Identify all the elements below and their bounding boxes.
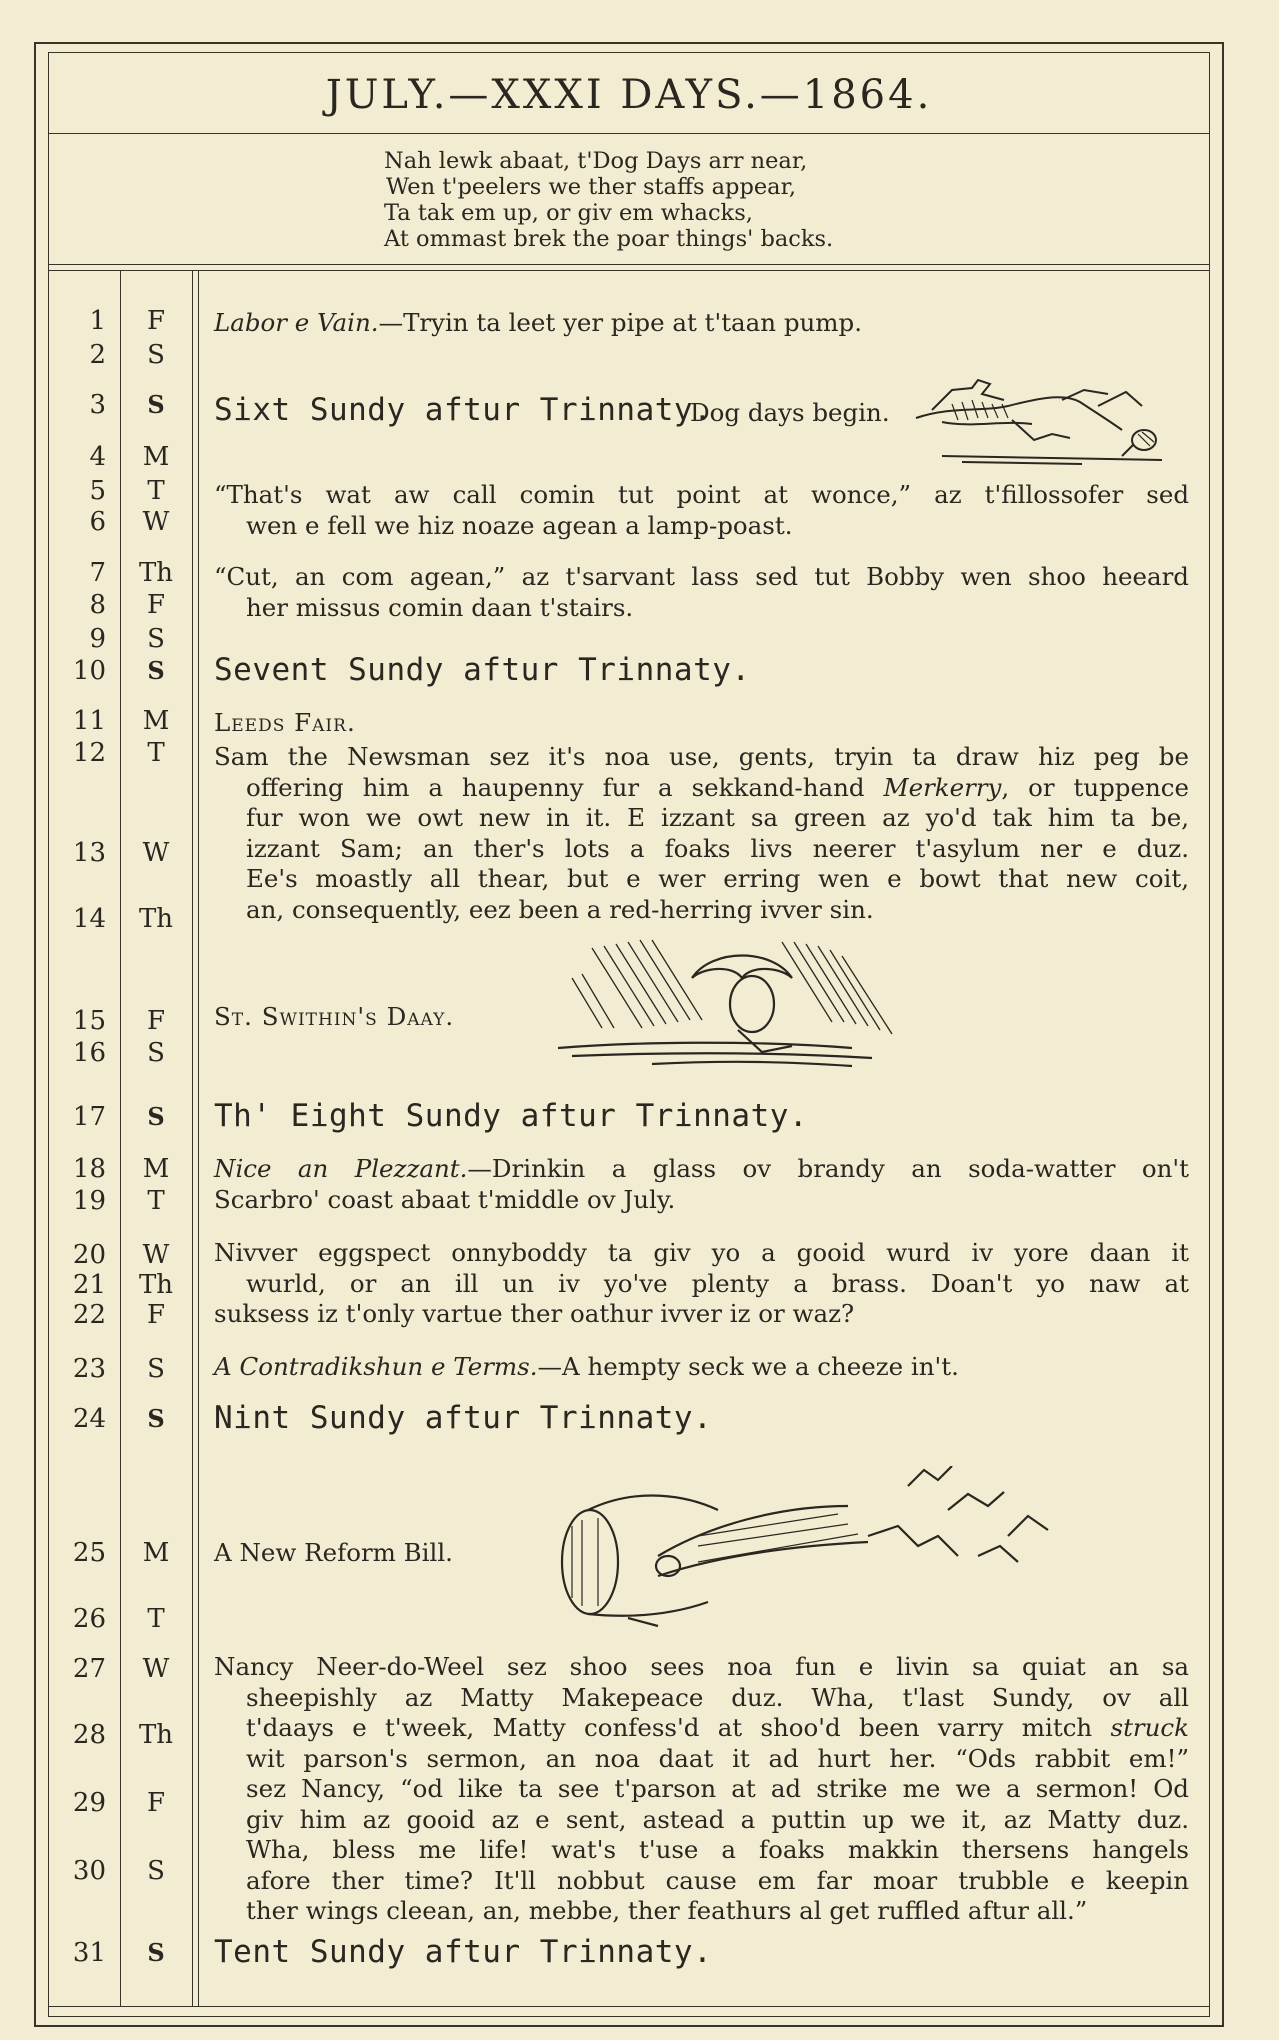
weekday-letter: Th <box>138 904 174 934</box>
sunday-mark: S <box>147 1102 165 1131</box>
entry-line: Wha, bless me life! wat's t'use a foaks makkin thersens hangels <box>246 1835 1189 1864</box>
date-number: 27 <box>72 1654 106 1684</box>
entry-title: Labor e Vain. <box>214 308 379 337</box>
weekday-letter: F <box>146 1006 166 1036</box>
weekday-letter: W <box>142 1240 170 1270</box>
date-number: 4 <box>89 442 106 472</box>
entry-line: fur won we owt new in it. E izzant sa green az yo'd tak him ta be, <box>246 803 1189 832</box>
date-number: 17 <box>72 1102 106 1132</box>
weekday-letter: S <box>147 340 165 370</box>
date-number: 5 <box>89 476 106 506</box>
dog-days-note: Dog days begin. <box>690 398 890 427</box>
entry-fragment: offering him a haupenny fur a sekkand-hand <box>246 772 884 802</box>
entry-line: Nivver eggspect onnyboddy ta giv yo a gooid wurd iv yore daan it <box>214 1238 1189 1267</box>
weekday-letter: F <box>146 1300 166 1330</box>
weekday-letter: M <box>142 706 170 736</box>
page-title: JULY.—XXXI DAYS.—1864. <box>325 72 933 118</box>
entry-line: Scarbro' coast abaat t'middle ov July. <box>214 1184 676 1214</box>
sunday-mark: S <box>147 656 165 685</box>
date-number: 10 <box>72 656 106 686</box>
poem-rule-top <box>48 264 1210 265</box>
date-number: 28 <box>72 1720 106 1750</box>
date-number: 29 <box>72 1788 106 1818</box>
date-number: 24 <box>72 1404 106 1434</box>
weekday-letter: F <box>146 306 166 336</box>
entry-line: wurld, or an ill un iv yo've plenty a brass. Doan't yo naw at <box>246 1268 1189 1298</box>
date-number: 7 <box>89 558 106 588</box>
weekday-letter: M <box>142 1538 170 1568</box>
reform-bill: A New Reform Bill. <box>214 1538 453 1567</box>
entry-nivver-eggspect <box>214 1238 1189 1330</box>
weekday-letter: S <box>147 1354 165 1384</box>
sunday-heading-8: Th' Eight Sundy aftur Trinnaty. <box>214 1098 809 1134</box>
entry-line: izzant Sam; an ther's lots a foaks livs neerer t'asylum ner e duz. <box>246 833 1189 863</box>
entry-nancy-neer-do-weel <box>214 1652 1189 1927</box>
reform-bill-illustration-icon <box>548 1466 1058 1634</box>
sunday-heading-10: Tent Sundy aftur Trinnaty. <box>214 1934 713 1970</box>
entry-line: an, consequently, eez been a red-herring ivver sin. <box>246 894 874 924</box>
entry-line: Ee's moastly all thear, but e wer erring wen e bowt that new coit, <box>246 864 1189 893</box>
weekday-letter: W <box>142 507 170 537</box>
poem-verse <box>384 148 833 252</box>
date-number: 12 <box>72 738 106 768</box>
weekday-letter: S <box>147 624 165 654</box>
sunday-heading-7: Sevent Sundy aftur Trinnaty. <box>214 652 751 688</box>
entry-line: Nancy Neer-do-Weel sez shoo sees noa fun e livin sa quiat an sa <box>214 1652 1189 1681</box>
date-number: 18 <box>72 1154 106 1184</box>
poem-line: Nah lewk abaat, t'Dog Days arr near, <box>384 148 808 174</box>
entry-line: sez Nancy, “od like ta see t'parson at ad strike me we a sermon! Od <box>246 1774 1189 1803</box>
column-divider-date <box>120 270 121 2006</box>
date-number: 20 <box>72 1240 106 1270</box>
entry-text: —A hempty seck we a cheeze in't. <box>537 1352 959 1381</box>
date-number: 1 <box>89 306 106 336</box>
entry-title: Nice an Plezzant. <box>214 1154 468 1183</box>
weekday-letter: Th <box>138 1720 174 1750</box>
weekday-letter: M <box>142 1154 170 1184</box>
entry-labor-e-vain <box>214 308 1189 339</box>
entry-line: afore ther time? It'll nobbut cause em far moar trubble e keepin <box>246 1865 1189 1895</box>
date-number: 21 <box>72 1270 106 1300</box>
weekday-letter: M <box>142 442 170 472</box>
st-swithin: St. Swithin's Daay. <box>214 1002 455 1031</box>
entry-line: giv him az gooid az e sent, astead a puttin up we it, az Matty duz. <box>246 1804 1189 1834</box>
date-number: 3 <box>89 390 106 420</box>
weekday-letter: W <box>142 1654 170 1684</box>
entry-fragment: —Drinkin a glass ov brandy an soda-watter on't <box>467 1154 1189 1183</box>
entry-fragment: , or tuppence <box>1001 772 1189 802</box>
sunday-mark: S <box>147 1404 165 1433</box>
date-number: 9 <box>89 624 106 654</box>
date-number: 19 <box>72 1186 106 1216</box>
poem-line: Wen t'peelers we ther staffs appear, <box>386 174 797 200</box>
column-divider-day <box>192 270 193 2006</box>
poem-line: At ommast brek the poar things' backs. <box>384 226 834 252</box>
weekday-letter: T <box>147 1186 165 1216</box>
title-rule <box>48 133 1210 134</box>
entry-line: suksess iz t'only vartue ther oathur ivver iz or waz? <box>214 1299 855 1328</box>
weekday-letter: T <box>147 1604 165 1634</box>
dog-illustration-icon <box>912 360 1184 470</box>
entry-fragment: Merkerry <box>883 772 1002 802</box>
date-number: 30 <box>72 1856 106 1886</box>
date-number: 6 <box>89 507 106 537</box>
weekday-letter: S <box>147 1856 165 1886</box>
weekday-letter: F <box>146 1788 166 1818</box>
weekday-letter: Th <box>138 558 174 588</box>
entry-line: sheepishly az Matty Makepeace duz. Wha, t'last Sundy, ov all <box>246 1682 1189 1712</box>
date-number: 8 <box>89 590 106 620</box>
weekday-letter: T <box>147 738 165 768</box>
date-number: 2 <box>89 340 106 370</box>
sunday-mark: S <box>147 390 165 419</box>
date-number: 16 <box>72 1038 106 1068</box>
entry-sarvant-lass <box>214 562 1189 623</box>
date-number: 31 <box>72 1938 106 1968</box>
weekday-letter: F <box>146 590 166 620</box>
entry-line: wen e fell we hiz noaze agean a lamp-poast. <box>246 510 793 540</box>
entry-line: her missus comin daan t'stairs. <box>246 592 634 622</box>
leeds-fair: Leeds Fair. <box>214 708 356 737</box>
date-number: 23 <box>72 1354 106 1384</box>
sunday-mark: S <box>147 1938 165 1967</box>
weekday-letter: S <box>147 1038 165 1068</box>
entry-title: A Contradikshun e Terms. <box>214 1352 538 1381</box>
date-number: 11 <box>72 706 106 736</box>
entry-fillossofer <box>214 480 1189 541</box>
weekday-letter: T <box>147 476 165 506</box>
sunday-heading-6: Sixt Sundy aftur Trinnaty. <box>214 392 713 428</box>
entry-line: “Cut, an com agean,” az t'sarvant lass sed tut Bobby wen shoo heeard <box>214 562 1189 591</box>
weekday-letter: Th <box>138 1270 174 1300</box>
date-number: 15 <box>72 1006 106 1036</box>
entry-text: —Tryin ta leet yer pipe at t'taan pump. <box>378 308 863 337</box>
entry-sam-newsman <box>214 742 1189 925</box>
poem-line: Ta tak em up, or giv em whacks, <box>384 200 753 226</box>
rain-umbrella-illustration-icon <box>552 938 940 1078</box>
date-number: 14 <box>72 904 106 934</box>
weekday-letter: W <box>142 838 170 868</box>
date-number: 26 <box>72 1604 106 1634</box>
date-number: 22 <box>72 1300 106 1330</box>
entry-line: wit parson's sermon, an noa daat it ad hurt her. “Ods rabbit em!” <box>246 1743 1189 1773</box>
poem-rule-bottom <box>48 270 1210 271</box>
column-divider-day-2 <box>198 270 199 2006</box>
entry-line: ther wings cleean, an, mebbe, ther feathurs al get ruffled aftur all.” <box>246 1896 1088 1925</box>
date-number: 13 <box>72 838 106 868</box>
entry-fragment: t'daays e t'week, Matty confess'd at shoo'd been varry mitch <box>246 1713 1111 1742</box>
entry-contradikshun <box>214 1352 1189 1383</box>
sunday-heading-9: Nint Sundy aftur Trinnaty. <box>214 1400 713 1436</box>
entry-line: “That's wat aw call comin tut point at wonce,” az t'fillossofer sed <box>214 480 1189 509</box>
date-number: 25 <box>72 1538 106 1568</box>
entry-fragment: struck <box>1110 1713 1189 1742</box>
bottom-rule <box>48 2006 1210 2007</box>
entry-nice-an-plezzant <box>214 1154 1189 1215</box>
entry-line: Sam the Newsman sez it's noa use, gents, tryin ta draw hiz peg be <box>214 742 1189 771</box>
